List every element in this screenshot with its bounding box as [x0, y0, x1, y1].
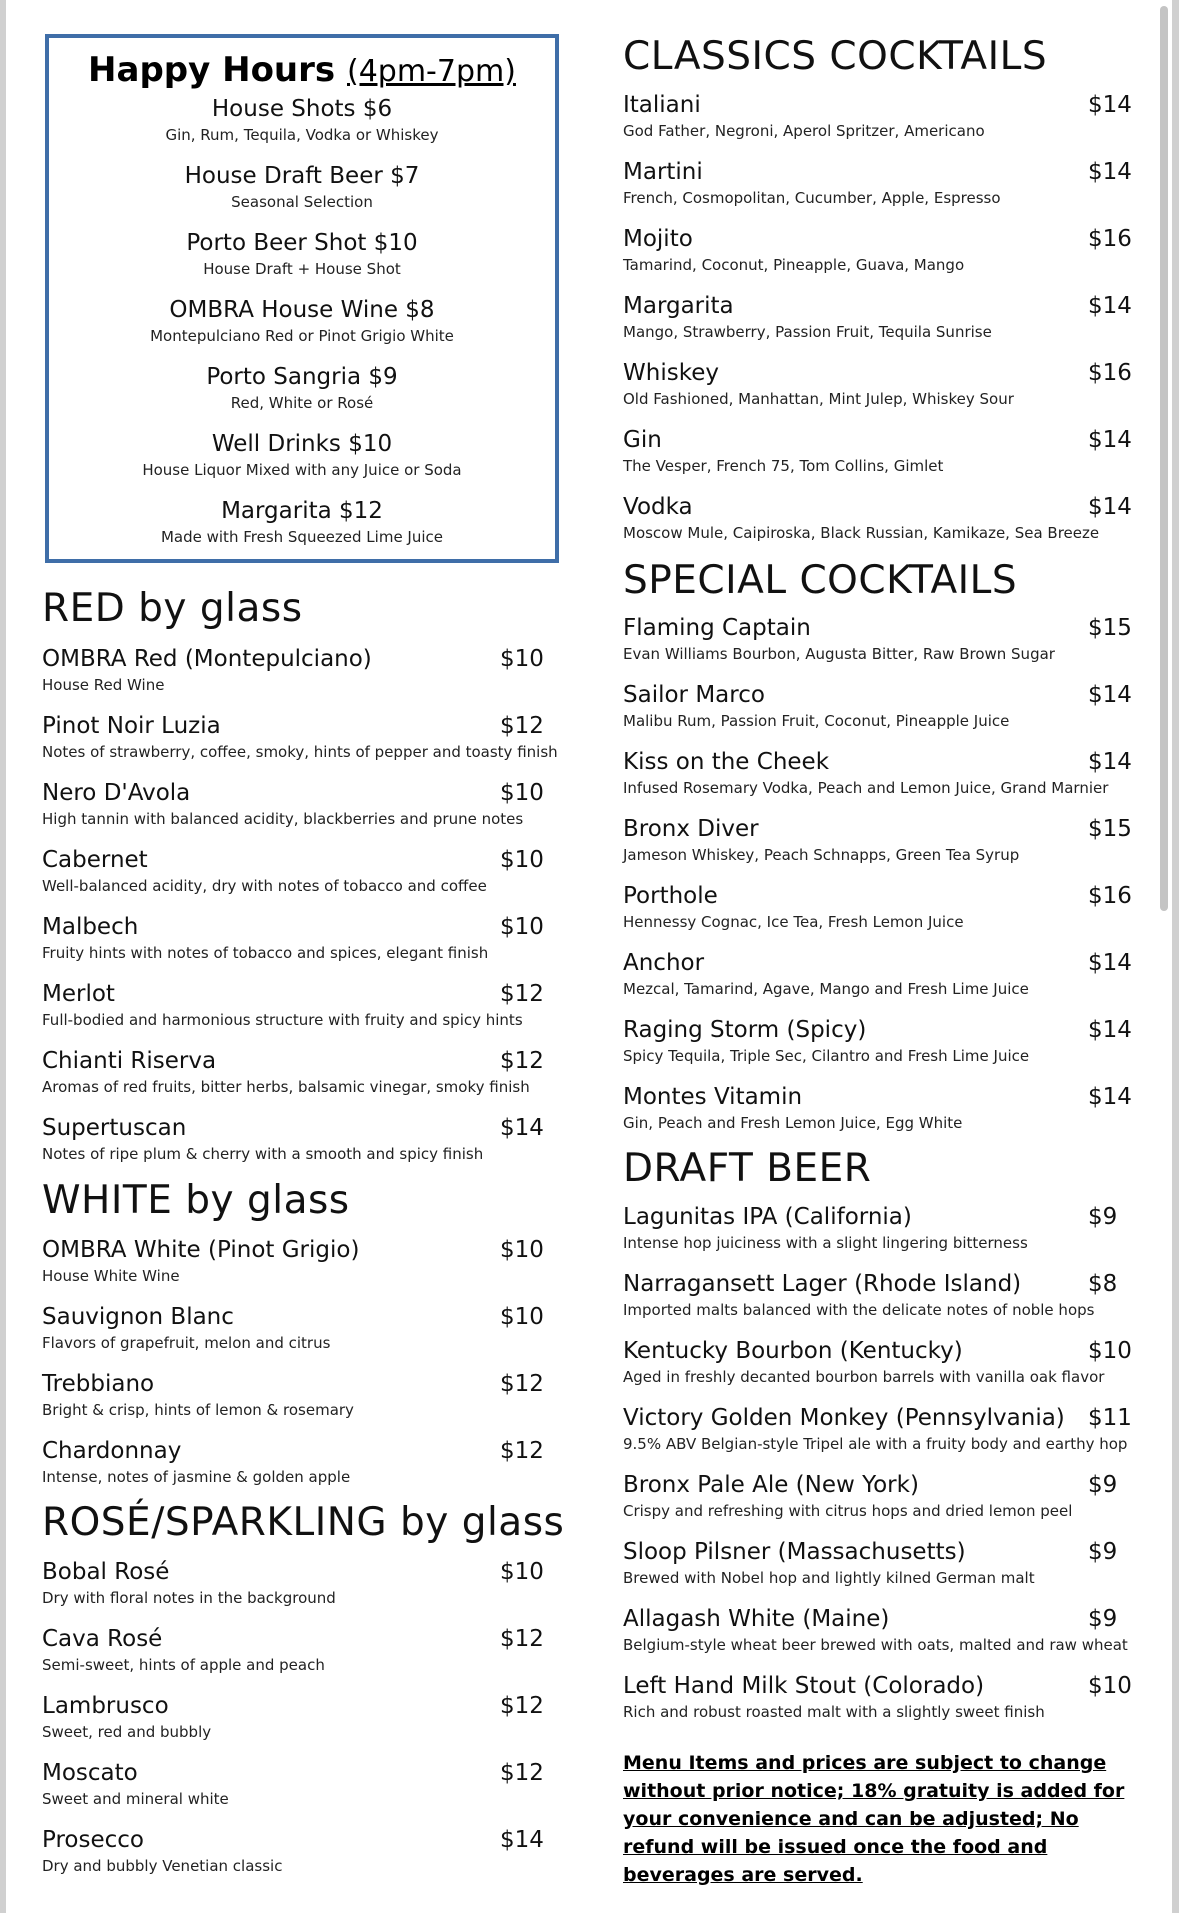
special-cocktails-list [623, 613, 1138, 1149]
menu-item-desc: Sweet and mineral white [42, 1790, 229, 1808]
menu-item-desc: French, Cosmopolitan, Cucumber, Apple, Espresso [623, 189, 1001, 207]
menu-item-price: $14 [500, 1827, 544, 1853]
happy-hours-title [49, 46, 555, 94]
menu-item [623, 948, 1138, 1015]
menu-item-desc: Infused Rosemary Vodka, Peach and Lemon Juice, Grand Marnier [623, 779, 1109, 797]
menu-item [42, 1235, 562, 1302]
menu-item-name: Kentucky Bourbon (Kentucky) [623, 1338, 963, 1364]
menu-item-price: $9 [1088, 1472, 1118, 1498]
menu-item-name: Chardonnay [42, 1438, 182, 1464]
menu-item [42, 1302, 562, 1369]
menu-item-price: $10 [500, 780, 544, 806]
menu-item-price: $11 [1088, 1405, 1132, 1431]
menu-item-name: Merlot [42, 981, 115, 1007]
menu-item-price: $10 [500, 646, 544, 672]
section-title-red: RED by glass [42, 586, 303, 631]
menu-item [623, 747, 1138, 814]
menu-item-price: $12 [500, 1760, 544, 1786]
menu-item-desc: Aged in freshly decanted bourbon barrels with vanilla oak flavor [623, 1368, 1105, 1386]
menu-item-name: Lambrusco [42, 1693, 169, 1719]
happy-hours-item-desc: Montepulciano Red or Pinot Grigio White [150, 327, 454, 345]
menu-item [42, 1046, 562, 1113]
menu-item-desc: God Father, Negroni, Aperol Spritzer, Americano [623, 122, 985, 140]
menu-item-name: Malbech [42, 914, 139, 940]
menu-item [623, 90, 1138, 157]
menu-item-desc: Well-balanced acidity, dry with notes of tobacco and coffee [42, 877, 487, 895]
menu-item-desc: Semi-sweet, hints of apple and peach [42, 1656, 325, 1674]
menu-item-price: $12 [500, 1626, 544, 1652]
menu-item-desc: Notes of strawberry, coffee, smoky, hints of pepper and toasty finish [42, 743, 558, 761]
menu-item [623, 1470, 1138, 1537]
menu-item [623, 492, 1138, 559]
menu-item-desc: Rich and robust roasted malt with a slightly sweet finish [623, 1703, 1045, 1721]
menu-item-name: Pinot Noir Luzia [42, 713, 221, 739]
red-wine-list [42, 644, 562, 1180]
scrollbar-thumb[interactable] [1160, 6, 1168, 911]
happy-hours-item-desc: House Liquor Mixed with any Juice or Soda [142, 461, 462, 479]
menu-item-desc: Sweet, red and bubbly [42, 1723, 212, 1741]
menu-item-name: Sauvignon Blanc [42, 1304, 234, 1330]
page-border-right [1172, 0, 1179, 1913]
menu-item-price: $14 [1088, 1017, 1132, 1043]
section-title-special: SPECIAL COCKTAILS [623, 558, 1018, 603]
menu-item [623, 1336, 1138, 1403]
menu-item-desc: Brewed with Nobel hop and lightly kilned German malt [623, 1569, 1035, 1587]
menu-item-price: $14 [1088, 293, 1132, 319]
menu-item-desc: Old Fashioned, Manhattan, Mint Julep, Whiskey Sour [623, 390, 1014, 408]
menu-item-name: Bronx Diver [623, 816, 759, 842]
menu-item [42, 1113, 562, 1180]
happy-hours-item-desc: House Draft + House Shot [203, 260, 401, 278]
menu-item-name: Allagash White (Maine) [623, 1606, 890, 1632]
menu-item-name: Bronx Pale Ale (New York) [623, 1472, 919, 1498]
menu-item [42, 912, 562, 979]
menu-item-name: Raging Storm (Spicy) [623, 1017, 867, 1043]
menu-item [42, 1436, 562, 1503]
menu-item-price: $12 [500, 1048, 544, 1074]
menu-item-name: Cabernet [42, 847, 148, 873]
menu-item [42, 979, 562, 1046]
menu-item [623, 1202, 1138, 1269]
menu-item-price: $14 [1088, 159, 1132, 185]
menu-item-price: $16 [1088, 883, 1132, 909]
menu-item-price: $14 [1088, 950, 1132, 976]
menu-item-price: $14 [1088, 1084, 1132, 1110]
menu-item-name: Victory Golden Monkey (Pennsylvania) [623, 1405, 1065, 1431]
happy-hours-item-name: Porto Sangria $9 [206, 364, 398, 390]
happy-hours-item-name: Margarita $12 [221, 498, 383, 524]
menu-item-name: Sloop Pilsner (Massachusetts) [623, 1539, 966, 1565]
menu-item-name: OMBRA Red (Montepulciano) [42, 646, 372, 672]
menu-item-name: Left Hand Milk Stout (Colorado) [623, 1673, 985, 1699]
menu-item-name: Nero D'Avola [42, 780, 191, 806]
rose-sparkling-list [42, 1557, 562, 1892]
menu-item-desc: Aromas of red fruits, bitter herbs, balsamic vinegar, smoky finish [42, 1078, 530, 1096]
menu-item-price: $8 [1088, 1271, 1118, 1297]
menu-item-name: Narragansett Lager (Rhode Island) [623, 1271, 1022, 1297]
classics-cocktails-list [623, 90, 1138, 559]
menu-item-price: $14 [500, 1115, 544, 1141]
menu-item-desc: 9.5% ABV Belgian-style Tripel ale with a fruity body and earthy hop [623, 1435, 1128, 1453]
menu-item-price: $14 [1088, 682, 1132, 708]
menu-item-desc: House White Wine [42, 1267, 180, 1285]
menu-item [42, 644, 562, 711]
menu-item-price: $10 [500, 1304, 544, 1330]
happy-hours-item-name: Well Drinks $10 [211, 431, 393, 457]
menu-item [42, 1825, 562, 1892]
menu-item [623, 814, 1138, 881]
happy-hours-item [49, 496, 555, 563]
menu-item-desc: Hennessy Cognac, Ice Tea, Fresh Lemon Juice [623, 913, 964, 931]
menu-item-name: Anchor [623, 950, 705, 976]
menu-item-price: $10 [500, 1559, 544, 1585]
menu-item-name: Lagunitas IPA (California) [623, 1204, 912, 1230]
page-border-left [0, 0, 6, 1913]
menu-item-name: Martini [623, 159, 703, 185]
menu-item-desc: Jameson Whiskey, Peach Schnapps, Green Tea Syrup [623, 846, 1020, 864]
menu-item-desc: Evan Williams Bourbon, Augusta Bitter, Raw Brown Sugar [623, 645, 1055, 663]
menu-item-desc: Notes of ripe plum & cherry with a smooth and spicy finish [42, 1145, 484, 1163]
menu-item-desc: High tannin with balanced acidity, blackberries and prune notes [42, 810, 524, 828]
menu-item [623, 1537, 1138, 1604]
menu-item-desc: Malibu Rum, Passion Fruit, Coconut, Pineapple Juice [623, 712, 1010, 730]
menu-item [623, 1082, 1138, 1149]
menu-item [42, 1624, 562, 1691]
section-title-rose: ROSÉ/SPARKLING by glass [42, 1500, 565, 1545]
menu-item-desc: House Red Wine [42, 676, 165, 694]
menu-item-desc: Intense, notes of jasmine & golden apple [42, 1468, 351, 1486]
section-title-white: WHITE by glass [42, 1178, 350, 1223]
happy-hours-item-name: OMBRA House Wine $8 [169, 297, 435, 323]
menu-item-price: $10 [500, 847, 544, 873]
menu-item-name: Trebbiano [42, 1371, 155, 1397]
disclaimer-note: Menu Items and prices are subject to change without prior notice; 18% gratuity is added for your convenience and can be adjusted; No refund will be issued once the food and beverages are served. [623, 1752, 1125, 1886]
menu-item-name: Supertuscan [42, 1115, 187, 1141]
menu-item-price: $12 [500, 1438, 544, 1464]
menu-item [623, 157, 1138, 224]
menu-item [623, 680, 1138, 747]
menu-item-price: $14 [1088, 494, 1132, 520]
menu-item-desc: Gin, Peach and Fresh Lemon Juice, Egg White [623, 1114, 963, 1132]
menu-item-desc: Flavors of grapefruit, melon and citrus [42, 1334, 331, 1352]
menu-item [623, 291, 1138, 358]
menu-item-price: $12 [500, 713, 544, 739]
menu-item-price: $15 [1088, 816, 1132, 842]
section-title-beer: DRAFT BEER [623, 1146, 872, 1191]
menu-item-price: $16 [1088, 226, 1132, 252]
menu-item-desc: Dry with floral notes in the background [42, 1589, 336, 1607]
menu-item-desc: Bright & crisp, hints of lemon & rosemary [42, 1401, 354, 1419]
menu-item [42, 1758, 562, 1825]
menu-item-name: Sailor Marco [623, 682, 765, 708]
section-title-classics: CLASSICS COCKTAILS [623, 34, 1048, 79]
menu-item [623, 1015, 1138, 1082]
happy-hours-box [45, 34, 559, 563]
menu-item [42, 711, 562, 778]
menu-item [42, 1557, 562, 1624]
menu-item-desc: Full-bodied and harmonious structure with fruity and spicy hints [42, 1011, 523, 1029]
happy-hours-item-name: House Shots $6 [211, 96, 393, 122]
menu-item-name: Prosecco [42, 1827, 144, 1853]
menu-item-name: Cava Rosé [42, 1626, 163, 1652]
menu-item-desc: Moscow Mule, Caipiroska, Black Russian, Kamikaze, Sea Breeze [623, 524, 1100, 542]
menu-item [623, 1403, 1138, 1470]
menu-item-price: $9 [1088, 1539, 1118, 1565]
menu-item-price: $12 [500, 1371, 544, 1397]
menu-item [42, 845, 562, 912]
menu-item-desc: The Vesper, French 75, Tom Collins, Gimlet [623, 457, 944, 475]
menu-item-price: $10 [500, 914, 544, 940]
happy-hours-item-desc: Red, White or Rosé [230, 394, 374, 412]
menu-item-name: Whiskey [623, 360, 719, 386]
menu-item-desc: Mezcal, Tamarind, Agave, Mango and Fresh Lime Juice [623, 980, 1029, 998]
menu-item-name: Moscato [42, 1760, 138, 1786]
menu-item-name: Kiss on the Cheek [623, 749, 830, 775]
menu-item-desc: Spicy Tequila, Triple Sec, Cilantro and Fresh Lime Juice [623, 1047, 1030, 1065]
menu-item [623, 613, 1138, 680]
menu-item-name: Bobal Rosé [42, 1559, 170, 1585]
happy-hours-item-name: House Draft Beer $7 [184, 163, 420, 189]
menu-item-desc: Mango, Strawberry, Passion Fruit, Tequila Sunrise [623, 323, 992, 341]
happy-hours-item [49, 295, 555, 362]
draft-beer-list [623, 1202, 1138, 1738]
menu-item-price: $14 [1088, 427, 1132, 453]
menu-item-price: $12 [500, 981, 544, 1007]
menu-item-price: $15 [1088, 615, 1132, 641]
menu-item [623, 425, 1138, 492]
menu-item-price: $9 [1088, 1204, 1118, 1230]
menu-item-name: Montes Vitamin [623, 1084, 803, 1110]
menu-item [623, 1604, 1138, 1671]
happy-hours-list [49, 94, 555, 563]
menu-item-price: $10 [1088, 1673, 1132, 1699]
menu-item [42, 1691, 562, 1758]
menu-item [42, 778, 562, 845]
menu-item-price: $14 [1088, 92, 1132, 118]
happy-hours-item [49, 161, 555, 228]
menu-item-desc: Dry and bubbly Venetian classic [42, 1857, 283, 1875]
happy-hours-item-desc: Seasonal Selection [231, 193, 373, 211]
menu-item-name: Chianti Riserva [42, 1048, 217, 1074]
menu-item-name: OMBRA White (Pinot Grigio) [42, 1237, 360, 1263]
menu-item-desc: Tamarind, Coconut, Pineapple, Guava, Mango [623, 256, 965, 274]
happy-hours-time: (4pm-7pm) [347, 54, 516, 89]
happy-hours-heading: Happy Hours [88, 50, 336, 90]
menu-item-price: $14 [1088, 749, 1132, 775]
happy-hours-item-desc: Gin, Rum, Tequila, Vodka or Whiskey [165, 126, 439, 144]
menu-item-desc: Intense hop juiciness with a slight lingering bitterness [623, 1234, 1028, 1252]
menu-item-desc: Crispy and refreshing with citrus hops and dried lemon peel [623, 1502, 1073, 1520]
menu-item-price: $16 [1088, 360, 1132, 386]
menu-item [623, 1671, 1138, 1738]
happy-hours-item [49, 429, 555, 496]
happy-hours-item-desc: Made with Fresh Squeezed Lime Juice [160, 528, 444, 546]
happy-hours-item [49, 94, 555, 161]
menu-item-name: Flaming Captain [623, 615, 811, 641]
menu-item-name: Italiani [623, 92, 701, 118]
menu-item-name: Margarita [623, 293, 734, 319]
menu-item [623, 881, 1138, 948]
menu-item-name: Gin [623, 427, 662, 453]
menu-item-name: Porthole [623, 883, 718, 909]
menu-item [623, 358, 1138, 425]
menu-item-price: $12 [500, 1693, 544, 1719]
menu-item-name: Vodka [623, 494, 693, 520]
menu-item [623, 224, 1138, 291]
menu-item-price: $10 [500, 1237, 544, 1263]
menu-item [623, 1269, 1138, 1336]
happy-hours-item-name: Porto Beer Shot $10 [186, 230, 418, 256]
menu-item-desc: Imported malts balanced with the delicate notes of noble hops [623, 1301, 1095, 1319]
menu-item-price: $10 [1088, 1338, 1132, 1364]
menu-item [42, 1369, 562, 1436]
menu-item-desc: Belgium-style wheat beer brewed with oats, malted and raw wheat [623, 1636, 1128, 1654]
happy-hours-item [49, 228, 555, 295]
menu-item-desc: Fruity hints with notes of tobacco and spices, elegant finish [42, 944, 489, 962]
white-wine-list [42, 1235, 562, 1503]
menu-item-name: Mojito [623, 226, 693, 252]
menu-item-price: $9 [1088, 1606, 1118, 1632]
happy-hours-item [49, 362, 555, 429]
